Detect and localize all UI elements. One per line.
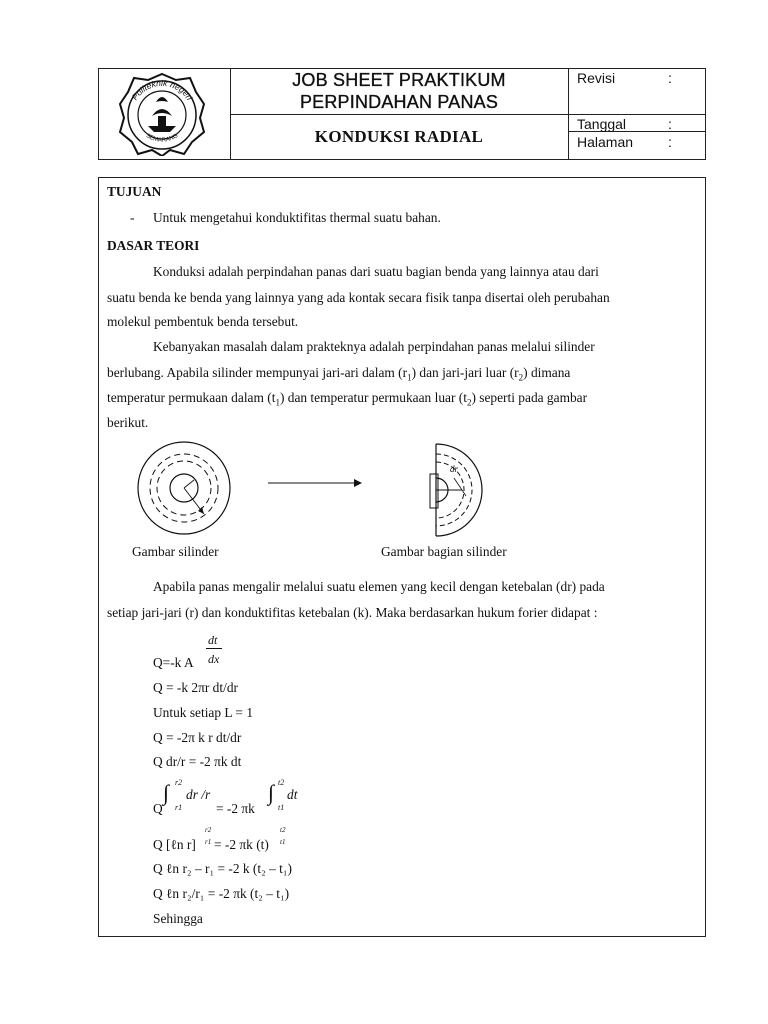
meta-tanggal-sep: : [668, 116, 672, 132]
para2-line1: Kebanyakan masalah dalam prakteknya adalah perpindahan panas melalui silinder [153, 339, 595, 354]
equation-3: Untuk setiap L = 1 [153, 705, 254, 720]
tujuan-heading: TUJUAN [107, 184, 162, 199]
integral-1-body: dr /r [186, 787, 211, 802]
fraction-bar [206, 648, 222, 649]
figure-partial-cylinder [410, 440, 490, 540]
tujuan-bullet: - [130, 210, 135, 225]
equation-7-lower-2: t1 [280, 838, 286, 846]
para3-line1: Apabila panas mengalir melalui suatu elemen yang kecil dengan ketebalan (dr) pada [153, 579, 605, 594]
para1-line1: Konduksi adalah perpindahan panas dari suatu bagian benda yang lainnya atau dari [153, 264, 599, 279]
meta-tanggal-label: Tanggal [577, 116, 627, 132]
equation-5: Q dr/r = -2 πk dt [153, 754, 242, 769]
equation-7-lower-1: r1 [205, 838, 212, 846]
subtitle: KONDUKSI RADIAL [314, 127, 484, 146]
figure-arrow [268, 476, 364, 488]
para1-line3: molekul pembentuk benda tersebut. [107, 314, 299, 329]
sehingga-text: Sehingga [153, 911, 203, 926]
equation-7-upper-2: t2 [280, 826, 286, 834]
integral-sign-2: ∫ [268, 780, 275, 805]
figure-cylinder [136, 440, 232, 536]
equation-fourier-denominator: dx [208, 652, 220, 666]
integral-2-body: dt [287, 787, 298, 802]
polines-logo [118, 72, 206, 156]
integral-2-lower: t1 [278, 803, 285, 812]
title-line-1: JOB SHEET PRAKTIKUM [292, 70, 506, 90]
logo-ring-text-bottom: SEMARANG [144, 133, 180, 144]
para2-line3: temperatur permukaan dalam $(t_1)$ dan temperatur permukaan luar $(t_2)$ seperti pada gambar [107, 390, 588, 408]
equation-9: Q ℓn r₂/r₁ = -2 πk (t₂ – t₁) [153, 886, 290, 901]
integral-2-upper: t2 [278, 778, 285, 787]
meta-halaman-label: Halaman [577, 134, 634, 150]
equation-7-lhs: Q [ℓn r] [153, 837, 196, 852]
figure-partial-cylinder-caption: Gambar bagian silinder [381, 544, 507, 559]
equation-6-middle: = -2 πk [216, 801, 255, 816]
meta-halaman-sep: : [668, 134, 672, 150]
equation-8: Q ℓn r₂ – r₁ = -2 k (t₂ – t₁) [153, 861, 292, 876]
title-line-2: PERPINDAHAN PANAS [299, 92, 499, 112]
logo-ring-text-top: Politeknik negeri [129, 77, 195, 102]
equation-7-rhs: = -2 πk (t) [214, 837, 269, 852]
equation-4: Q = -2π k r dt/dr [153, 730, 242, 745]
para2-line2: berlubang. Apabila silinder mempunyai jari-ari dalam $(r_1)$ dan jari-jari luar $(r_2)$ dimana [107, 365, 571, 383]
figure-dr-label: dr [450, 464, 459, 474]
tujuan-item: Untuk mengetahui konduktifitas thermal suatu bahan. [153, 210, 441, 225]
equation-7-upper-1: r2 [205, 826, 212, 834]
para1-line2: suatu benda ke benda yang lainnya yang ada kontak secara fisik tanpa disertai oleh perubahan [107, 290, 610, 305]
figure-cylinder-caption: Gambar silinder [132, 544, 219, 559]
header-divider-title [230, 114, 706, 115]
equation-2: Q = -k 2πr dt/dr [153, 680, 238, 695]
equation-6-q: Q [153, 801, 163, 816]
integral-1-lower: r1 [175, 803, 183, 812]
para2-line4: berikut. [107, 415, 149, 430]
equation-fourier-numerator: dt [208, 633, 218, 647]
integral-sign-1: ∫ [163, 780, 170, 805]
meta-revisi-label: Revisi [577, 70, 616, 86]
dasar-teori-heading: DASAR TEORI [107, 238, 200, 253]
meta-revisi-sep: : [668, 70, 672, 86]
integral-1-upper: r2 [175, 778, 183, 787]
equation-fourier: Q=-k A [153, 655, 194, 670]
para3-line2: setiap jari-jari (r) dan konduktifitas ketebalan (k). Maka berdasarkan hukum forier didapat : [107, 605, 598, 620]
